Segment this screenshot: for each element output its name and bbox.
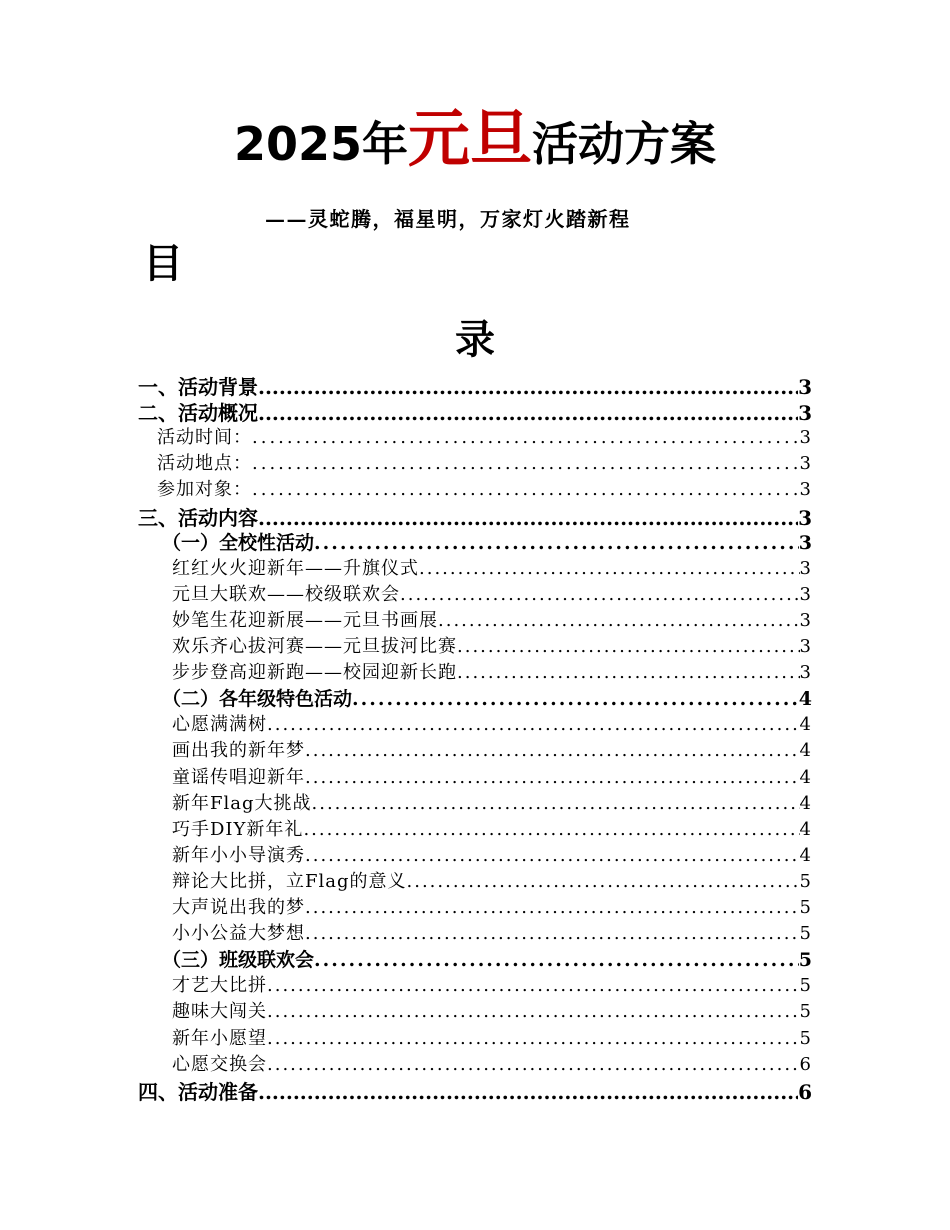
toc-heading-part1: 目: [143, 241, 183, 287]
toc-entry-page: 3: [799, 453, 812, 475]
toc-entry-page: 3: [799, 427, 812, 449]
toc-entry[interactable]: [138, 1076, 812, 1105]
toc-entry-label: 二、活动概况: [138, 401, 258, 426]
toc-entry-page: 4: [799, 792, 812, 814]
toc-entry-label: 巧手DIY新年礼: [172, 818, 304, 840]
toc-dot-leader: [252, 453, 800, 474]
toc-entry[interactable]: [172, 997, 812, 1023]
toc-entry-page: 5: [799, 975, 812, 997]
toc-entry-page: 3: [799, 583, 812, 605]
toc-entry-label: 元旦大联欢——校级联欢会: [172, 583, 400, 605]
toc-entry[interactable]: [172, 919, 812, 945]
title-accent: 元旦: [408, 102, 533, 175]
toc-entry[interactable]: [138, 502, 812, 531]
toc-dot-leader: [252, 479, 800, 500]
toc-entry-page: 3: [798, 531, 812, 554]
toc-entry-page: 3: [799, 662, 812, 684]
toc-entry-page: 5: [798, 949, 812, 972]
toc-entry[interactable]: [172, 658, 812, 684]
toc-dot-leader: [457, 662, 800, 683]
toc-entry-label: （三）班级联欢会: [162, 949, 315, 972]
toc-entry-page: 5: [799, 1027, 812, 1049]
toc-entry[interactable]: [162, 528, 812, 555]
toc-entry-label: 一、活动背景: [138, 375, 258, 399]
toc-dot-leader: [258, 1080, 798, 1104]
toc-dot-leader: [457, 636, 800, 657]
toc-dot-leader: [314, 532, 799, 554]
toc-entry[interactable]: [172, 1024, 812, 1050]
toc-entry-label: 才艺大比拼: [172, 975, 267, 997]
toc-entry-page: 4: [799, 740, 812, 762]
toc-entry-page: 5: [799, 897, 812, 918]
toc-entry-label: 辩论大比拼，立Flag的意义: [172, 870, 407, 892]
toc-dot-leader: [305, 740, 800, 761]
toc-entry[interactable]: [172, 710, 812, 736]
toc-entry-page: 3: [799, 636, 812, 657]
toc-dot-leader: [258, 401, 798, 425]
toc-entry[interactable]: [157, 449, 812, 475]
toc-entry-page: 4: [799, 766, 812, 788]
toc-dot-leader: [305, 845, 800, 866]
toc-entry-label: 三、活动内容: [138, 505, 258, 530]
toc-entry-label: （一）全校性活动: [162, 531, 315, 554]
toc-entry-label: 大声说出我的梦: [172, 897, 305, 918]
toc-entry[interactable]: [172, 867, 812, 893]
toc-entry[interactable]: [162, 945, 812, 972]
toc-entry-page: 4: [799, 818, 812, 840]
toc-entry-label: 活动地点：: [157, 453, 252, 475]
toc-dot-leader: [305, 923, 800, 944]
toc-entry-label: 活动时间：: [157, 427, 252, 449]
toc-entry-label: 心愿交换会: [172, 1053, 267, 1075]
toc-dot-leader: [267, 714, 800, 735]
toc-dot-leader: [258, 375, 798, 399]
toc-entry-page: 6: [798, 1079, 812, 1104]
toc-entry-label: 新年小小导演秀: [172, 844, 305, 866]
toc-entry[interactable]: [172, 841, 812, 867]
toc-entry-label: 新年Flag大挑战: [172, 792, 312, 814]
toc-dot-leader: [303, 819, 799, 840]
toc-entry-page: 3: [798, 375, 812, 399]
toc-dot-leader: [258, 506, 798, 530]
toc-entry[interactable]: [172, 736, 812, 762]
title-prefix: 2025年: [233, 117, 408, 171]
toc-dot-leader: [312, 793, 800, 814]
toc-entry-label: 新年小愿望: [172, 1027, 267, 1049]
toc-entry-label: 小小公益大梦想: [172, 923, 305, 945]
toc-dot-leader: [438, 610, 800, 631]
toc-entry-page: 3: [798, 401, 812, 426]
document-subtitle: ——灵蛇腾，福星明，万家灯火踏新程: [265, 207, 631, 231]
toc-entry[interactable]: [138, 371, 812, 400]
toc-entry-page: 6: [799, 1053, 812, 1075]
toc-entry[interactable]: [172, 971, 812, 997]
toc-entry-page: 3: [799, 557, 812, 579]
toc-dot-leader: [407, 871, 800, 892]
toc-dot-leader: [267, 975, 800, 996]
toc-entry-label: 四、活动准备: [138, 1079, 258, 1104]
toc-entry[interactable]: [172, 893, 812, 919]
toc-entry[interactable]: [157, 423, 812, 449]
toc-entry-label: 童谣传唱迎新年: [172, 766, 305, 788]
toc-entry-label: 步步登高迎新跑——校园迎新长跑: [172, 662, 457, 684]
toc-entry-page: 5: [799, 870, 812, 892]
toc-dot-leader: [267, 1054, 800, 1075]
toc-entry-page: 3: [799, 479, 812, 501]
toc-dot-leader: [314, 949, 799, 971]
toc-entry[interactable]: [172, 1050, 812, 1076]
toc-entry-page: 4: [798, 688, 812, 711]
toc-entry[interactable]: [172, 580, 812, 606]
toc-heading-part2: 录: [455, 317, 495, 363]
toc-dot-leader: [352, 688, 799, 710]
toc-dot-leader: [267, 1028, 800, 1049]
toc-entry-page: 4: [799, 844, 812, 866]
toc-entry-page: 5: [799, 1001, 812, 1023]
toc-dot-leader: [305, 767, 800, 788]
toc-dot-leader: [267, 1001, 800, 1022]
toc-entry[interactable]: [172, 789, 812, 815]
toc-entry[interactable]: [138, 397, 812, 426]
toc-dot-leader: [419, 558, 800, 579]
toc-entry-label: 心愿满满树: [172, 714, 267, 736]
toc-entry-label: 欢乐齐心拔河赛——元旦拔河比赛: [172, 636, 457, 657]
toc-entry-label: 画出我的新年梦: [172, 740, 305, 762]
toc-entry-label: 参加对象：: [157, 479, 252, 501]
toc-entry-page: 3: [799, 609, 812, 631]
toc-entry-label: （二）各年级特色活动: [162, 688, 353, 711]
toc-entry[interactable]: [162, 684, 812, 711]
toc-entry-page: 4: [799, 714, 812, 736]
document-title: [0, 102, 950, 175]
toc-entry[interactable]: [172, 815, 812, 841]
toc-entry[interactable]: [172, 554, 812, 580]
title-suffix: 活动方案: [532, 117, 717, 171]
toc-entry[interactable]: [172, 606, 812, 632]
toc-entry-page: 3: [798, 505, 812, 530]
toc-dot-leader: [252, 427, 800, 448]
toc-entry-page: 5: [799, 923, 812, 945]
toc-entry[interactable]: [172, 763, 812, 789]
toc-entry-label: 红红火火迎新年——升旗仪式: [172, 557, 419, 579]
toc-dot-leader: [305, 897, 800, 918]
toc-entry[interactable]: [172, 632, 812, 658]
toc-entry-label: 妙笔生花迎新展——元旦书画展: [172, 609, 438, 631]
toc-dot-leader: [400, 584, 800, 605]
toc-entry[interactable]: [157, 475, 812, 501]
toc-entry-label: 趣味大闯关: [172, 1001, 267, 1023]
